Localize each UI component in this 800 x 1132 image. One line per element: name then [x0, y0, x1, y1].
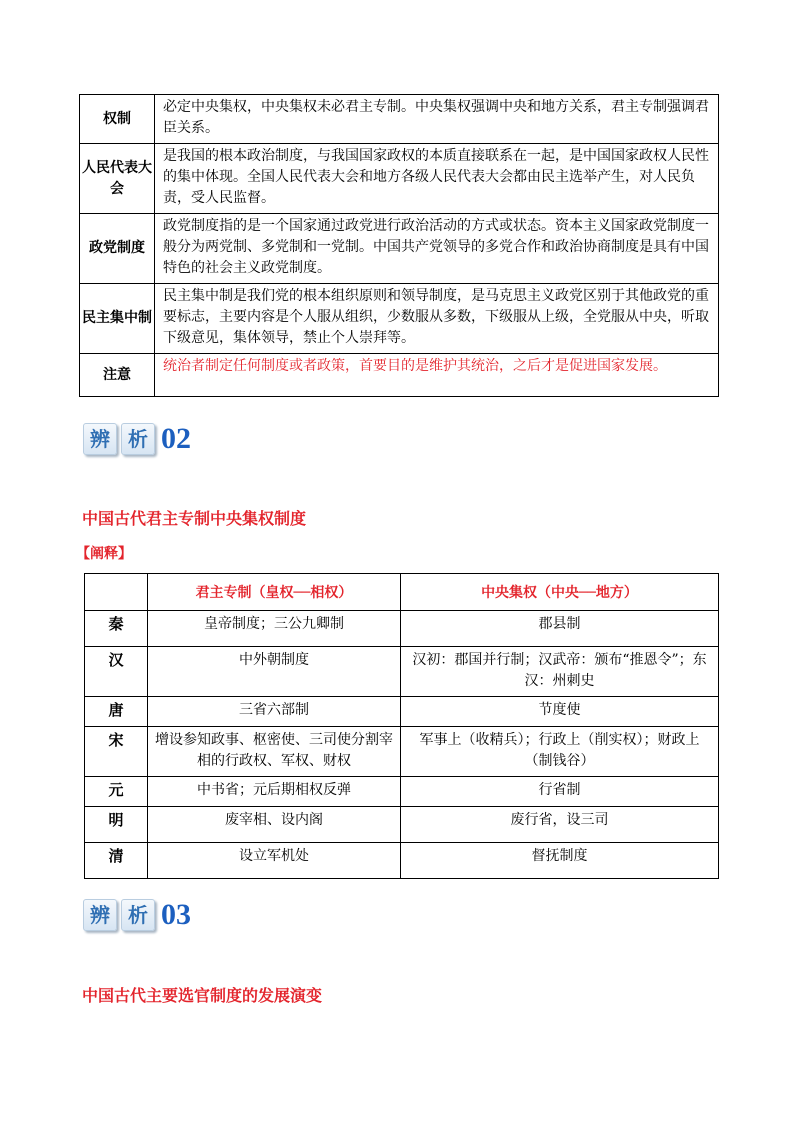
- badge-char-tile: 析: [121, 899, 155, 931]
- badge-number: 02: [161, 422, 191, 455]
- section-title: 中国古代主要选官制度的发展演变: [82, 986, 323, 1005]
- badge-char-tile: 辨: [83, 899, 117, 931]
- section-label: 【阐释】: [76, 546, 132, 562]
- table-header-row: [85, 574, 719, 611]
- centralization-cell: 行省制: [401, 777, 719, 807]
- glossary-table: [79, 94, 719, 397]
- table-row: [80, 95, 719, 144]
- dynasty-table: [84, 573, 719, 879]
- table-row: [85, 727, 719, 777]
- autocracy-cell: 中书省；元后期相权反弹: [148, 777, 401, 807]
- autocracy-cell: 废宰相、设内阁: [148, 807, 401, 843]
- table-row: [80, 284, 719, 354]
- term-cell: 人民代表大会: [80, 144, 155, 214]
- centralization-cell: 节度使: [401, 697, 719, 727]
- table-row: [80, 214, 719, 284]
- table-row: [85, 843, 719, 879]
- header-cell: 中央集权（中央──地方）: [401, 574, 719, 611]
- badge-char-tile: 辨: [83, 423, 117, 455]
- term-cell: 政党制度: [80, 214, 155, 284]
- badge-char-tile: 析: [121, 423, 155, 455]
- description-cell: 是我国的根本政治制度，与我国国家政权的本质直接联系在一起，是中国国家政权人民性的集中体现。全国人民代表大会和地方各级人民代表大会都由民主选举产生，对人民负责，受人民监督。: [155, 144, 719, 214]
- table-row: [85, 647, 719, 697]
- description-cell: 必定中央集权，中央集权未必君主专制。中央集权强调中央和地方关系，君主专制强调君臣关系。: [155, 95, 719, 144]
- header-cell: 君主专制（皇权──相权）: [148, 574, 401, 611]
- autocracy-cell: 三省六部制: [148, 697, 401, 727]
- dynasty-cell: 明: [85, 807, 148, 843]
- table-row: [85, 611, 719, 647]
- dynasty-cell: 宋: [85, 727, 148, 777]
- dynasty-cell: 秦: [85, 611, 148, 647]
- centralization-cell: 废行省，设三司: [401, 807, 719, 843]
- table-row: [80, 144, 719, 214]
- description-cell: 民主集中制是我们党的根本组织原则和领导制度，是马克思主义政党区别于其他政党的重要标志，主要内容是个人服从组织，少数服从多数，下级服从上级，全党服从中央，听取下级意见，集体领导，禁止个人崇拜等。: [155, 284, 719, 354]
- autocracy-cell: 皇帝制度；三公九卿制: [148, 611, 401, 647]
- table-row: [85, 697, 719, 727]
- dynasty-cell: 清: [85, 843, 148, 879]
- dynasty-cell: 唐: [85, 697, 148, 727]
- badge-number: 03: [161, 898, 191, 931]
- section-title: 中国古代君主专制中央集权制度: [82, 509, 307, 528]
- centralization-cell: 军事上（收精兵）；行政上（削实权）；财政上（制钱谷）: [401, 727, 719, 777]
- autocracy-cell: 设立军机处: [148, 843, 401, 879]
- centralization-cell: 郡县制: [401, 611, 719, 647]
- term-cell: 权制: [80, 95, 155, 144]
- table-row: [80, 354, 719, 397]
- term-cell: 民主集中制: [80, 284, 155, 354]
- dynasty-cell: 汉: [85, 647, 148, 697]
- description-cell: 统治者制定任何制度或者政策，首要目的是维护其统治，之后才是促进国家发展。: [155, 354, 719, 397]
- centralization-cell: 汉初：郡国并行制；汉武帝：颁布“推恩令”；东汉：州刺史: [401, 647, 719, 697]
- centralization-cell: 督抚制度: [401, 843, 719, 879]
- table-row: [85, 807, 719, 843]
- term-cell: 注意: [80, 354, 155, 397]
- description-cell: 政党制度指的是一个国家通过政党进行政治活动的方式或状态。资本主义国家政党制度一般分为两党制、多党制和一党制。中国共产党领导的多党合作和政治协商制度是具有中国特色的社会主义政党制度。: [155, 214, 719, 284]
- header-cell: [85, 574, 148, 611]
- autocracy-cell: 中外朝制度: [148, 647, 401, 697]
- table-row: [85, 777, 719, 807]
- autocracy-cell: 增设参知政事、枢密使、三司使分割宰相的行政权、军权、财权: [148, 727, 401, 777]
- dynasty-cell: 元: [85, 777, 148, 807]
